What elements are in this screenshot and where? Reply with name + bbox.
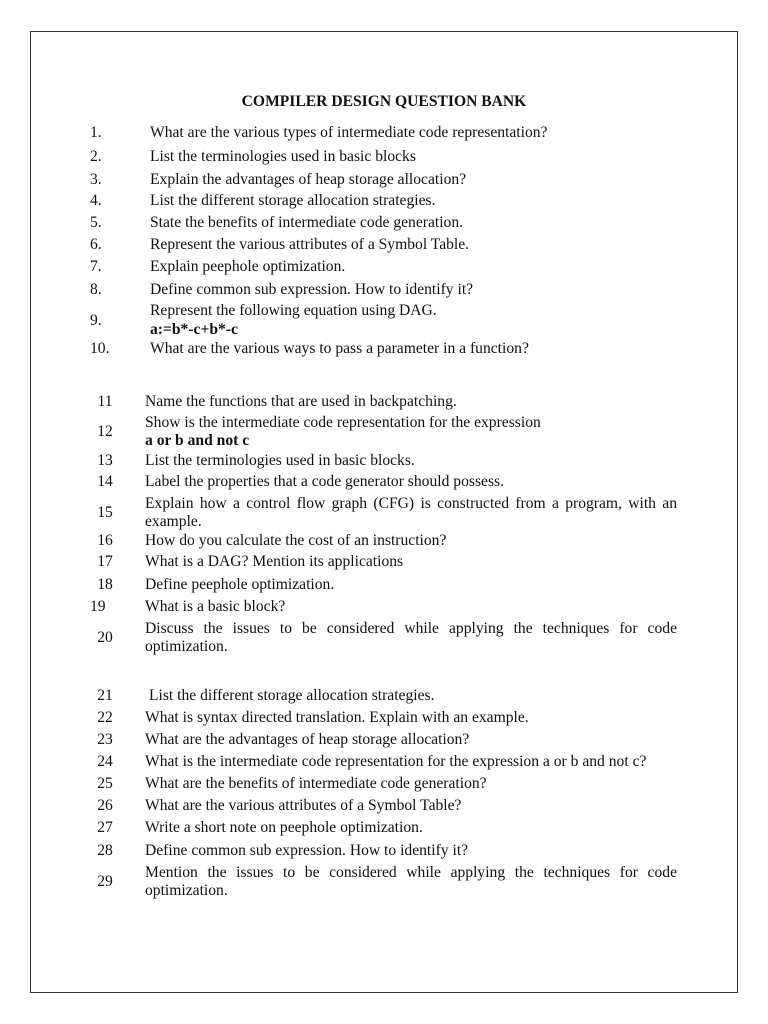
question-text: Define peephole optimization. bbox=[145, 576, 335, 593]
question-text: Show is the intermediate code representation for the expression bbox=[145, 414, 541, 431]
question-number: 10. bbox=[90, 340, 110, 357]
question-item bbox=[90, 553, 677, 571]
question-expression: a or b and not c bbox=[145, 432, 250, 449]
question-item bbox=[90, 236, 690, 254]
question-number: 20 bbox=[97, 629, 113, 646]
question-text: Write a short note on peephole optimization. bbox=[145, 819, 423, 836]
question-number: 23 bbox=[97, 731, 113, 748]
question-number: 25 bbox=[97, 775, 113, 792]
question-text: What are the various ways to pass a parameter in a function? bbox=[150, 340, 529, 357]
question-number: 14 bbox=[97, 473, 113, 490]
question-item bbox=[90, 124, 690, 142]
question-number: 29 bbox=[97, 873, 113, 890]
question-text: List the terminologies used in basic blocks. bbox=[145, 452, 415, 469]
question-number: 8. bbox=[90, 281, 102, 298]
question-item bbox=[90, 192, 690, 210]
question-number: 19 bbox=[90, 598, 106, 615]
question-item bbox=[90, 495, 677, 531]
question-text: What is a basic block? bbox=[145, 598, 286, 615]
question-text: What is syntax directed translation. Explain with an example. bbox=[145, 709, 529, 726]
question-number: 7. bbox=[90, 258, 102, 275]
question-item bbox=[90, 171, 690, 189]
question-text: Define common sub expression. How to identify it? bbox=[150, 281, 474, 298]
question-text: What is a DAG? Mention its applications bbox=[145, 553, 404, 570]
question-number: 17 bbox=[97, 553, 113, 570]
question-item bbox=[90, 731, 677, 749]
question-number: 28 bbox=[97, 842, 113, 859]
question-number: 13 bbox=[97, 452, 113, 469]
question-number: 24 bbox=[97, 753, 113, 770]
question-number: 5. bbox=[90, 214, 102, 231]
question-text: List the different storage allocation strategies. bbox=[150, 192, 436, 209]
question-item bbox=[90, 842, 677, 860]
question-number: 6. bbox=[90, 236, 102, 253]
question-item bbox=[90, 258, 690, 276]
question-text: Explain how a control flow graph (CFG) is constructed from a program, with an example. bbox=[145, 495, 677, 530]
question-item bbox=[90, 598, 677, 616]
question-number: 16 bbox=[97, 532, 113, 549]
question-text: List the terminologies used in basic blocks bbox=[150, 148, 416, 165]
question-text: Explain peephole optimization. bbox=[150, 258, 346, 275]
question-number: 26 bbox=[97, 797, 113, 814]
question-text: Mention the issues to be considered while applying the techniques for code optimization. bbox=[145, 864, 677, 899]
question-item bbox=[90, 709, 677, 727]
question-number: 22 bbox=[97, 709, 113, 726]
question-text: How do you calculate the cost of an instruction? bbox=[145, 532, 447, 549]
question-number: 12 bbox=[97, 423, 113, 440]
question-item bbox=[90, 819, 677, 837]
question-text-block bbox=[150, 302, 690, 340]
question-text: Represent the various attributes of a Symbol Table. bbox=[150, 236, 470, 253]
question-item bbox=[90, 620, 677, 656]
question-item bbox=[90, 340, 690, 358]
question-text: Represent the following equation using DAG. bbox=[150, 302, 437, 319]
question-number: 3. bbox=[90, 171, 102, 188]
question-text: Label the properties that a code generator should possess. bbox=[145, 473, 504, 490]
question-item bbox=[90, 576, 677, 594]
question-item bbox=[90, 148, 690, 166]
question-number: 11 bbox=[97, 393, 113, 410]
question-item bbox=[90, 532, 677, 550]
question-text: Name the functions that are used in backpatching. bbox=[145, 393, 457, 410]
question-number: 4. bbox=[90, 192, 102, 209]
question-expression: a:=b*-c+b*-c bbox=[150, 321, 238, 338]
question-item bbox=[90, 414, 677, 450]
question-number: 21 bbox=[97, 687, 113, 704]
question-number: 27 bbox=[97, 819, 113, 836]
question-number: 1. bbox=[90, 124, 102, 141]
question-text: What are the various attributes of a Symbol Table? bbox=[145, 797, 462, 814]
question-item bbox=[90, 302, 690, 340]
question-text: Explain the advantages of heap storage allocation? bbox=[150, 171, 467, 188]
question-item bbox=[90, 452, 677, 470]
question-text: What is the intermediate code representation for the expression a or b and not c? bbox=[145, 753, 647, 770]
question-item bbox=[90, 797, 677, 815]
question-item bbox=[90, 214, 690, 232]
question-number: 9. bbox=[90, 312, 102, 329]
question-text: State the benefits of intermediate code generation. bbox=[150, 214, 464, 231]
question-text: What are the advantages of heap storage allocation? bbox=[145, 731, 470, 748]
question-text-block bbox=[145, 414, 677, 450]
question-item bbox=[90, 393, 677, 411]
question-text: What are the benefits of intermediate code generation? bbox=[145, 775, 487, 792]
question-number: 15 bbox=[97, 504, 113, 521]
question-number: 2. bbox=[90, 148, 102, 165]
question-number: 18 bbox=[97, 576, 113, 593]
question-text: Discuss the issues to be considered while applying the techniques for code optimization. bbox=[145, 620, 677, 655]
question-item bbox=[90, 753, 677, 771]
question-item bbox=[90, 775, 677, 793]
page-title: COMPILER DESIGN QUESTION BANK bbox=[241, 93, 527, 110]
question-item bbox=[90, 473, 677, 491]
question-text: List the different storage allocation strategies. bbox=[149, 687, 435, 704]
question-text: Define common sub expression. How to identify it? bbox=[145, 842, 469, 859]
question-item bbox=[90, 687, 681, 705]
question-text: What are the various types of intermediate code representation? bbox=[150, 124, 548, 141]
question-item bbox=[90, 281, 690, 299]
question-item bbox=[90, 864, 677, 900]
